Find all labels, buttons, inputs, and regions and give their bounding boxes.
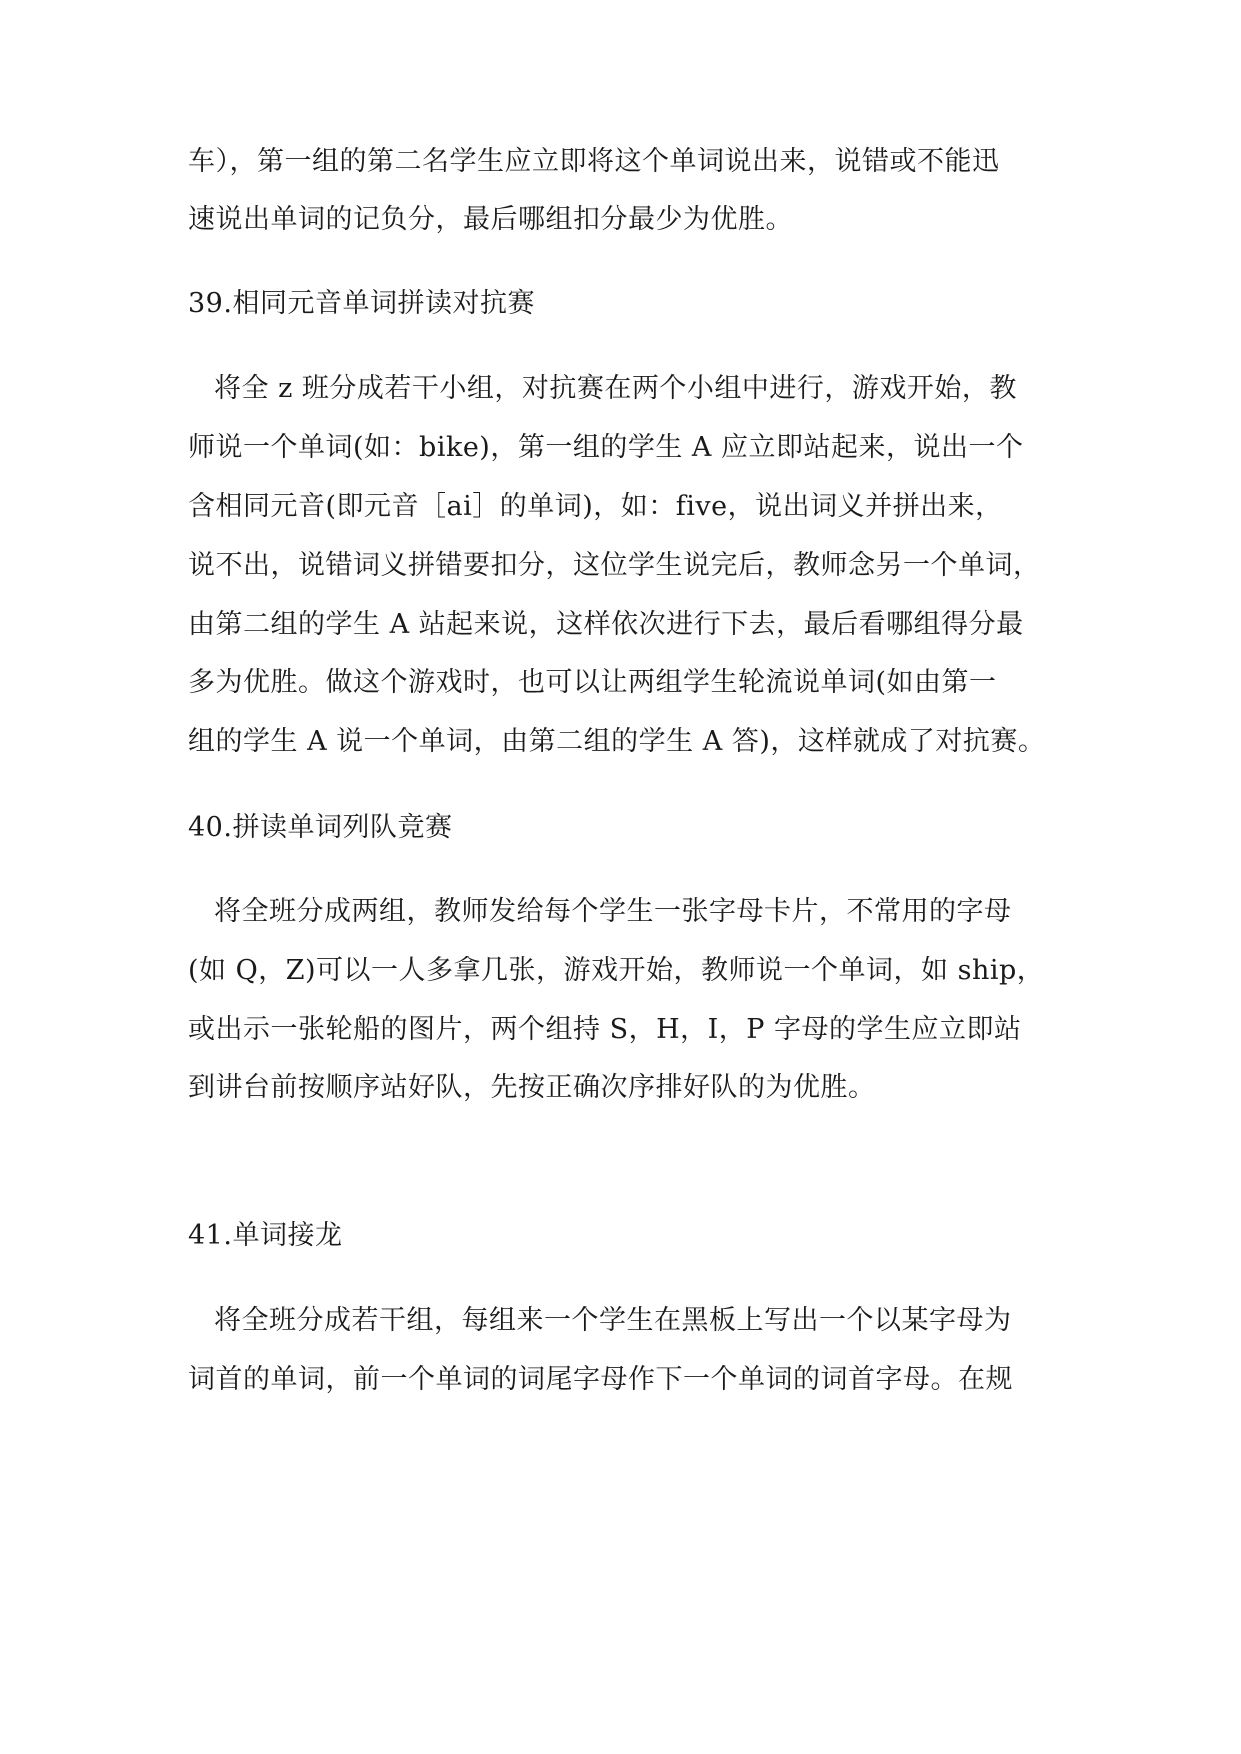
paragraph-line: 或出示一张轮船的图片，两个组持 S，H，I，P 字母的学生应立即站: [188, 1014, 1022, 1045]
section-heading-41: 41.单词接龙: [188, 1220, 343, 1251]
paragraph-line: 到讲台前按顺序站好队，先按正确次序排好队的为优胜。: [188, 1072, 876, 1103]
paragraph-line: 词首的单词，前一个单词的词尾字母作下一个单词的词首字母。在规: [188, 1364, 1013, 1395]
paragraph-line: 师说一个单词(如：bike)，第一组的学生 A 应立即站起来，说出一个: [188, 432, 1024, 463]
paragraph-line: 多为优胜。做这个游戏时，也可以让两组学生轮流说单词(如由第一: [188, 667, 997, 698]
section-heading-39: 39.相同元音单词拼读对抗赛: [188, 288, 535, 319]
paragraph-line: 将全 z 班分成若干小组，对抗赛在两个小组中进行，游戏开始，教: [214, 373, 1017, 404]
paragraph-line: (如 Q，Z)可以一人多拿几张，游戏开始，教师说一个单词，如 ship，: [188, 955, 1045, 986]
paragraph-line: 说不出，说错词义拼错要扣分，这位学生说完后，教师念另一个单词，: [188, 550, 1041, 581]
paragraph-line: 将全班分成若干组，每组来一个学生在黑板上写出一个以某字母为: [214, 1305, 1012, 1336]
paragraph-line: 将全班分成两组，教师发给每个学生一张字母卡片，不常用的字母: [214, 896, 1012, 927]
paragraph-line: 组的学生 A 说一个单词，由第二组的学生 A 答)，这样就成了对抗赛。: [188, 726, 1046, 757]
paragraph-line: 速说出单词的记负分，最后哪组扣分最少为优胜。: [188, 204, 793, 235]
paragraph-line: 由第二组的学生 A 站起来说，这样依次进行下去，最后看哪组得分最: [188, 609, 1024, 640]
section-heading-40: 40.拼读单词列队竞赛: [188, 812, 453, 843]
paragraph-line: 含相同元音(即元音［ai］的单词)，如：five，说出词义并拼出来，: [188, 491, 1003, 522]
paragraph-line: 车），第一组的第二名学生应立即将这个单词说出来，说错或不能迅: [188, 146, 1000, 177]
